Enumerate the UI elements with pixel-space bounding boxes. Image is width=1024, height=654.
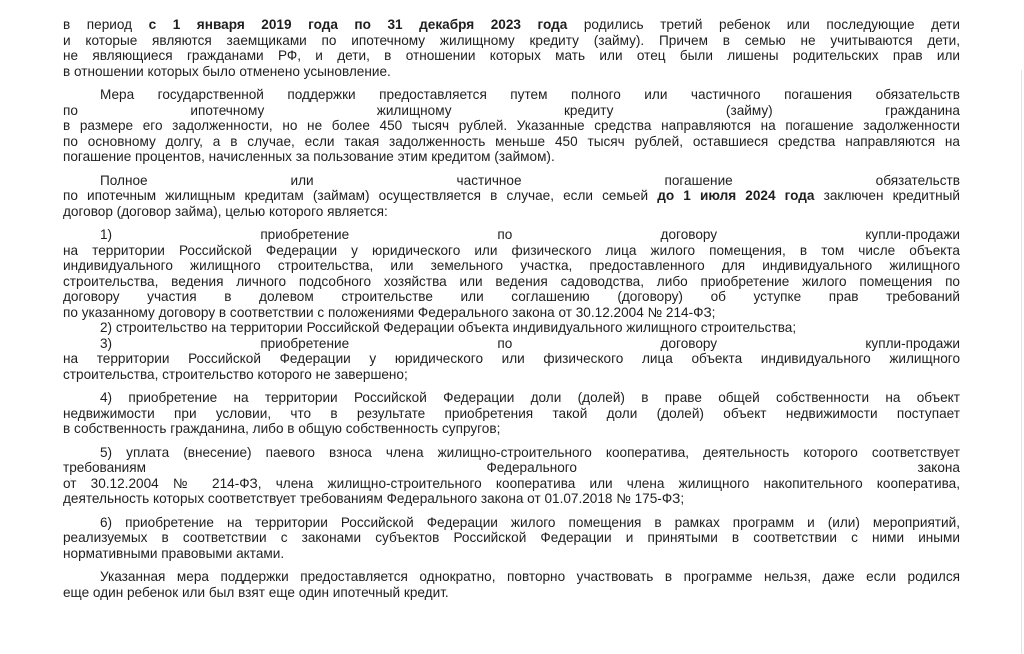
page-edge-divider — [1021, 70, 1022, 654]
text-line: 4) приобретение на территории Российской Федерации доли (долей) в праве общей собственности на объект — [100, 390, 960, 405]
text-line: 1) приобретение по договору купли-продажи — [100, 227, 960, 242]
document-text — [63, 17, 960, 600]
text-line: по ипотечному жилищному кредиту (займу) гражданина — [63, 102, 960, 118]
text-line: реализуемых в соответствии с законами субъектов Российской Федерации и принятыми в соответствии с ними иными — [63, 530, 960, 545]
text-line: погашение процентов, начисленных за пользование этим кредитом (займом). — [63, 149, 555, 164]
text-line: 5) уплата (внесение) паевого взноса члена жилищно-строительного кооператива, деятельность которого соответствует — [100, 444, 960, 460]
text-line: по основному долгу, а в случае, если такая задолженность меньше 450 тысяч рублей, оставшиеся средства направляются на — [63, 133, 960, 149]
text-line: нормативными правовыми актами. — [63, 545, 285, 561]
text-line: и которые являются заемщиками по ипотечному жилищному кредиту (займу). Причем в семью не учитываются дети, — [63, 32, 960, 48]
text-line: не являющиеся гражданами РФ, и дети, в отношении которых мать или отец были лишены родительских прав или — [63, 48, 960, 63]
text-line: Полное или частичное погашение обязательств — [100, 172, 960, 188]
text-line: недвижимости при условии, что в результате приобретения такой доли (долей) объект недвижимости поступает — [63, 405, 960, 421]
text-line: 3) приобретение по договору купли-продажи — [100, 335, 960, 351]
text-line: 2) строительство на территории Российской Федерации объекта индивидуального жилищного строительства; — [100, 320, 797, 335]
text-line: от 30.12.2004 № 214-ФЗ, члена жилищно-строительного кооператива или члена жилищного накопительного кооператива, — [63, 475, 960, 491]
text-line: Мера государственной поддержки предоставляется путем полного или частичного погашения обязательств — [100, 87, 960, 102]
text-line: в период с 1 января 2019 года по 31 декабря 2023 года родились третий ребенок или последующие дети — [63, 17, 960, 32]
text-line: по ипотечным жилищным кредитам (займам) осуществляется в случае, если семьей до 1 июля 2024 года заключен кредитный — [63, 188, 960, 203]
text-line: строительства, строительство которого не завершено; — [63, 366, 408, 382]
text-line: требованиям Федерального закона — [63, 460, 960, 475]
text-line: в размере его задолженности, но не более 450 тысяч рублей. Указанные средства направляются на погашение задолженности — [63, 118, 960, 133]
text-line: Указанная мера поддержки предоставляется однократно, повторно участвовать в программе нельзя, даже если родился — [100, 569, 960, 584]
text-line: индивидуального жилищного строительства, или земельного участка, предоставленного для индивидуального жилищного — [63, 258, 960, 273]
text-line: договор (договор займа), целью которого является: — [63, 203, 388, 219]
text-line: договору участия в долевом строительстве или соглашению (договору) об уступке прав требований — [63, 289, 960, 304]
text-line: еще один ребенок или был взят еще один ипотечный кредит. — [63, 584, 449, 600]
text-line: строительства, ведения личного подсобного хозяйства или ведения садоводства, либо приобретение жилого помещения по — [63, 273, 960, 289]
text-line: по указанному договору в соответствии с положениями Федерального закона от 30.12.2004 № 214-ФЗ; — [63, 304, 716, 320]
text-line: на территории Российской Федерации у юридического или физического лица объекта индивидуального жилищного — [63, 351, 960, 366]
text-line: 6) приобретение на территории Российской Федерации жилого помещения в рамках программ и (или) мероприятий, — [100, 514, 960, 530]
text-line: деятельность которых соответствует требованиям Федерального закона от 01.07.2018 № 175-ФЗ; — [63, 491, 685, 506]
text-line: в отношении которых было отменено усыновление. — [63, 63, 391, 79]
text-line: на территории Российской Федерации у юридического или физического лица жилого помещения, в том числе объекта — [63, 242, 960, 258]
text-line: в собственность гражданина, либо в общую собственность супругов; — [63, 421, 501, 436]
